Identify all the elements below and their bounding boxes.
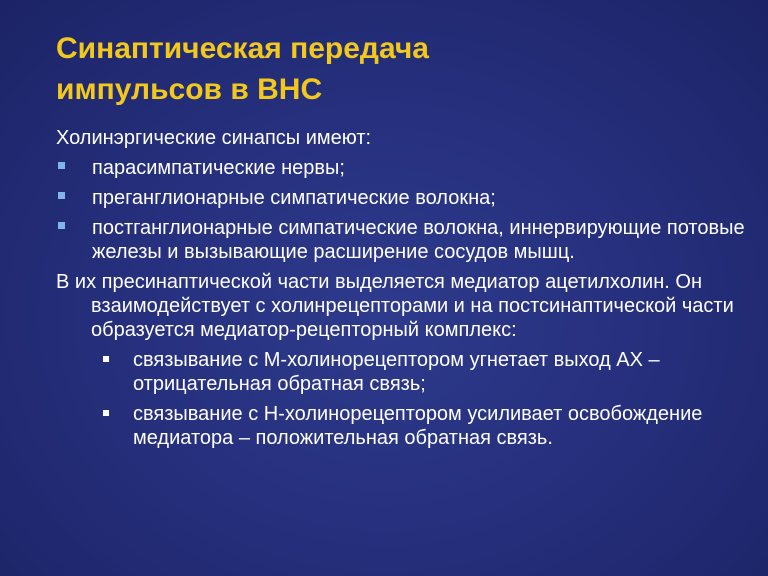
title-line-2: импульсов в ВНС	[56, 73, 323, 106]
feedback-list	[56, 348, 746, 450]
title-line-1: Синаптическая передача	[56, 32, 429, 65]
slide-title	[56, 28, 736, 110]
square-bullet-icon	[103, 410, 109, 416]
synapse-list-item-text: преганглионарные симпатические волокна;	[92, 187, 496, 209]
synapse-list-item	[56, 186, 746, 210]
synapse-list-item	[56, 156, 746, 180]
synapse-list-item-text: постганглионарные симпатические волокна, иннервирующие потовые железы и вызывающие расширение сосудов мышц.	[92, 217, 745, 263]
square-bullet-icon	[58, 162, 65, 169]
feedback-list-item-text: связывание с Н-холинорецептором усиливает освобождение медиатора – положительная обратная связь.	[133, 403, 703, 449]
feedback-list-item	[56, 402, 746, 450]
intro-text: Холинэргические синапсы имеют:	[56, 127, 372, 149]
feedback-list-item	[56, 348, 746, 396]
synapse-list-item-text: парасимпатические нервы;	[92, 157, 345, 179]
synapse-list-item	[56, 216, 746, 264]
synapse-list	[56, 156, 746, 264]
square-bullet-icon	[58, 192, 65, 199]
square-bullet-icon	[58, 222, 65, 229]
feedback-list-item-text: связывание с М-холинорецептором угнетает выход АХ – отрицательная обратная связь;	[133, 349, 660, 395]
mediator-paragraph: В их пресинаптической части выделяется медиатор ацетилхолин. Он взаимодействует с холинрецепторами и на постсинаптической части образуется медиатор-рецепторный комплекс:	[56, 271, 734, 341]
square-bullet-icon	[103, 356, 109, 362]
slide-body	[56, 126, 746, 456]
